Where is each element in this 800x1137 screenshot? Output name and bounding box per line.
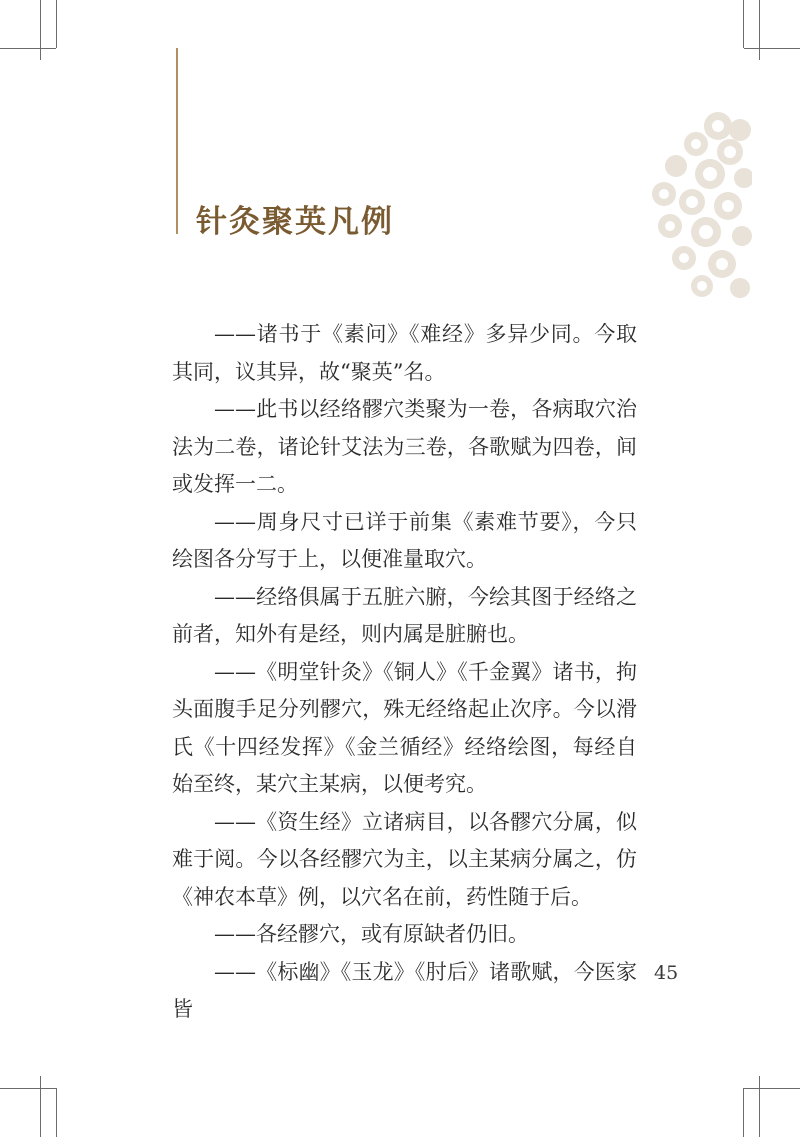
crop-mark-bl-v2 <box>40 1076 41 1137</box>
paragraph: ——周身尺寸已详于前集《素难节要》，今只绘图各分写于上，以便准量取穴。 <box>172 509 637 571</box>
paragraph: ——经络俱属于五脏六腑，今绘其图于经络之前者，知外有是经，则内属是脏腑也。 <box>172 584 637 646</box>
header-vertical-rule <box>176 48 178 234</box>
page-number: 45 <box>654 962 679 984</box>
crop-mark-tr-v <box>743 0 744 48</box>
crop-mark-br-h <box>744 1088 800 1089</box>
paragraph: ——此书以经络髎穴类聚为一卷，各病取穴治法为二卷，诸论针艾法为三卷，各歌赋为四卷，间或发挥一二。 <box>172 397 637 496</box>
page-title: 针灸聚英凡例 <box>196 204 394 240</box>
cloud-ornament-icon <box>640 108 752 298</box>
crop-mark-tl-v2 <box>40 0 41 60</box>
body-text <box>172 316 637 1029</box>
paragraph: ——《明堂针灸》《铜人》《千金翼》诸书，拘头面腹手足分列髎穴，殊无经络起止次序。今以滑氏《十四经发挥》《金兰循经》经络绘图，每经自始至终，某穴主某病，以便考究。 <box>172 659 637 796</box>
paragraph: ——诸书于《素问》《难经》多异少同。今取其同，议其异，故“聚英”名。 <box>172 322 637 384</box>
paragraph: ——《标幽》《玉龙》《肘后》诸歌赋，今医家皆 <box>172 959 637 1021</box>
paragraph: ——《资生经》立诸病目，以各髎穴分属，似难于阅。今以各经髎穴为主，以主某病分属之，仿《神农本草》例，以穴名在前，药性随于后。 <box>172 809 637 909</box>
crop-mark-tr-v2 <box>759 0 760 60</box>
crop-mark-tl-v <box>56 0 57 48</box>
crop-mark-bl-v <box>56 1088 57 1137</box>
crop-mark-tr-h <box>744 48 800 49</box>
crop-mark-bl-h <box>0 1088 56 1089</box>
crop-mark-tl-h <box>0 48 56 49</box>
crop-mark-br-v <box>743 1088 744 1137</box>
paragraph: ——各经髎穴，或有原缺者仍旧。 <box>214 922 529 946</box>
crop-mark-br-v2 <box>759 1076 760 1137</box>
